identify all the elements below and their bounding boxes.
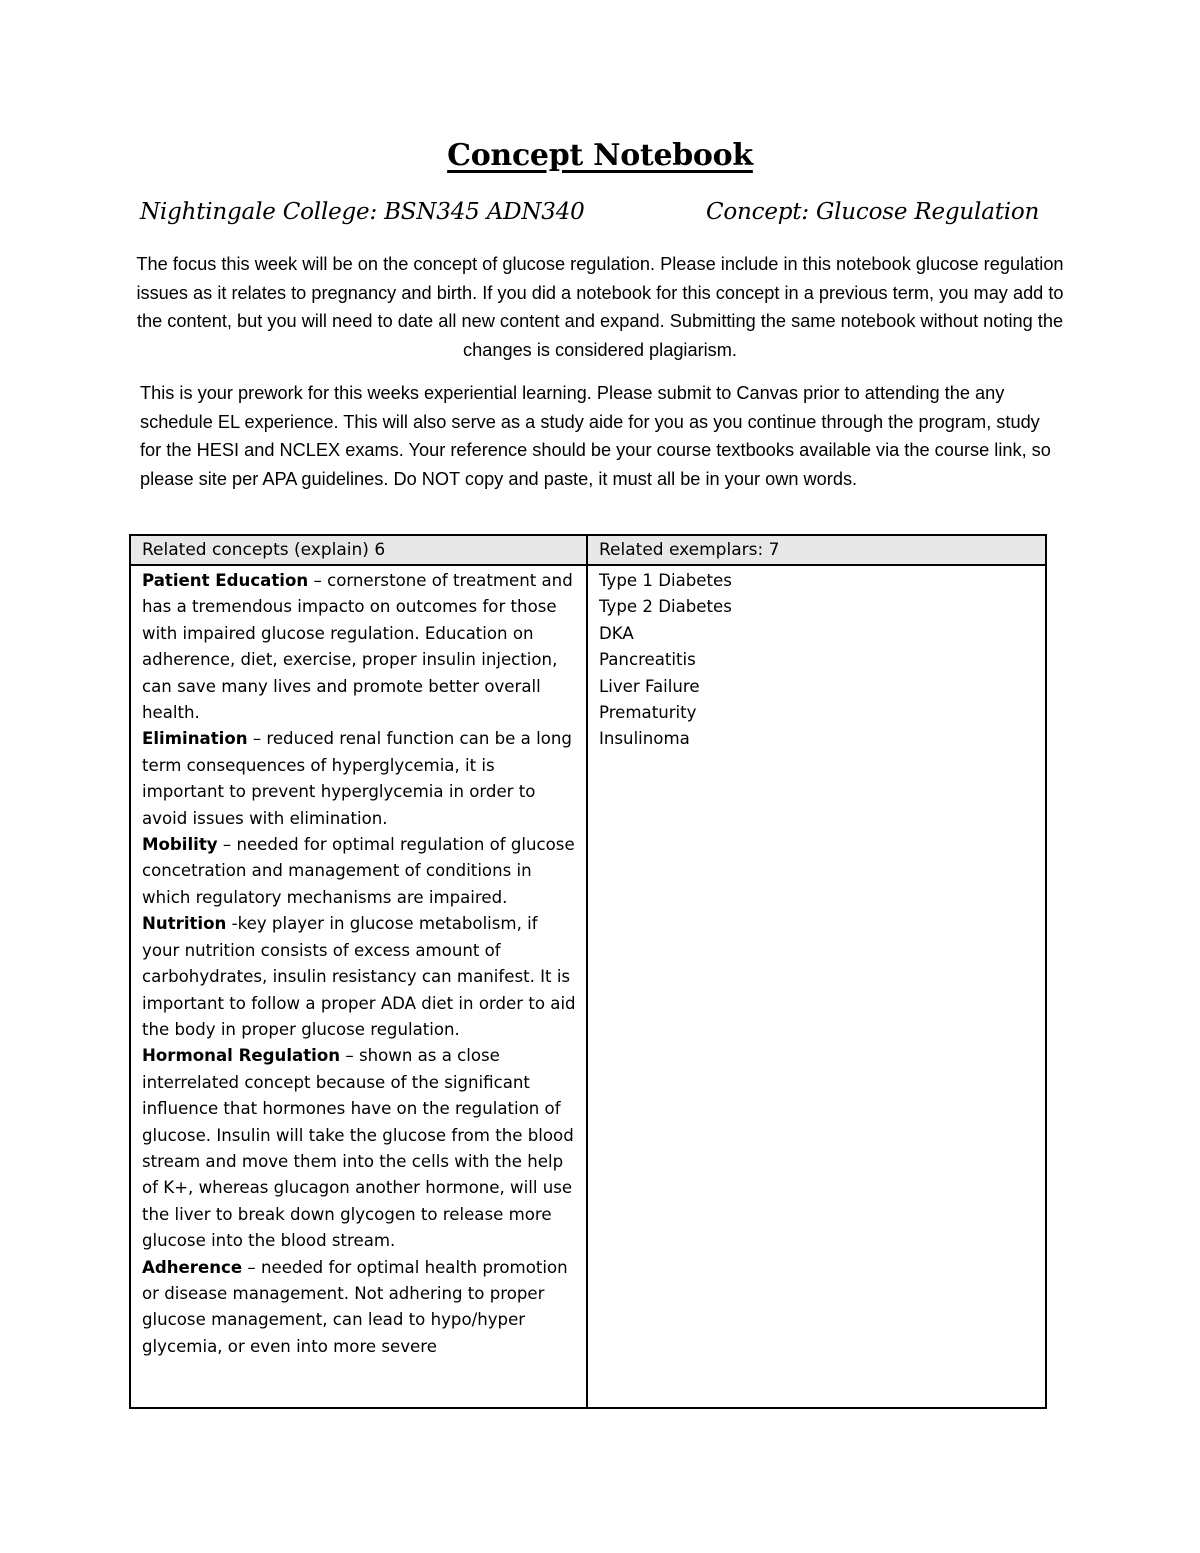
prework-paragraph: This is your prework for this weeks experiential learning. Please submit to Canvas prior to attending the any schedule EL experience. This will also serve as a study aide for you as you continue through the program, study for the HESI and NCLEX exams. Your reference should be your course textbooks available via the course link, so please site per APA guidelines. Do NOT copy and paste, it must all be in your own words. (140, 383, 1051, 489)
table-body-row (131, 566, 1045, 1407)
concept-text: – reduced renal function can be a long term consequences of hyperglycemia, it is important to prevent hyperglycemia in order to avoid issues with elimination. (142, 729, 572, 828)
related-concepts-header: Related concepts (explain) 6 (131, 536, 588, 564)
exemplar-item: Type 1 Diabetes (599, 571, 732, 590)
concept-term: Mobility (142, 835, 218, 855)
concept-item (142, 726, 580, 832)
exemplar-item: Type 2 Diabetes (599, 597, 732, 617)
intro-paragraph: The focus this week will be on the concept of glucose regulation. Please include in this notebook glucose regulation issues as it relates to pregnancy and birth. If you did a notebook for this concept in a previous term, you may add to the content, but you will need to date all new content and expand. Submitting the same notebook without noting the changes is considered plagiarism. (136, 254, 1064, 360)
exemplar-item: DKA (599, 623, 634, 643)
concept-term: Hormonal Regulation (142, 1046, 341, 1066)
concept-item (142, 1255, 580, 1361)
concept-label: Concept: Glucose Regulation (706, 199, 1040, 225)
concept-table (129, 534, 1047, 1409)
concept-term: Adherence (142, 1257, 243, 1277)
page-title: Concept Notebook (447, 138, 753, 173)
concept-text: – needed for optimal health promotion or disease management. Not adhering to proper glucose management, can lead to hypo/hyper glycemia, or even into more severe (142, 1257, 568, 1356)
concept-item (142, 911, 580, 1043)
exemplar-item: Prematurity (599, 703, 697, 723)
concept-item (142, 568, 580, 726)
college-course-label: Nightingale College: BSN345 ADN340 (140, 199, 585, 225)
related-exemplars-header: Related exemplars: 7 (599, 540, 780, 560)
exemplar-item: Liver Failure (599, 676, 700, 696)
concept-term: Elimination (142, 729, 248, 749)
concept-item (142, 832, 580, 911)
related-exemplars-cell (588, 566, 1045, 1407)
concept-item (142, 1043, 580, 1254)
concept-text: -key player in glucose metabolism, if your nutrition consists of excess amount of carbohydrates, insulin resistancy can manifest. It is important to follow a proper ADA diet in order to aid the body in proper glucose regulation. (142, 914, 576, 1039)
concept-text: – needed for optimal regulation of glucose concetration and management of conditions in which regulatory mechanisms are impaired. (142, 835, 575, 907)
exemplar-item: Pancreatitis (599, 650, 696, 670)
related-concepts-cell (131, 566, 588, 1407)
concept-text: – shown as a close interrelated concept because of the significant influence that hormones have on the regulation of glucose. Insulin will take the glucose from the blood stream and move them into the cells with the help of K+, whereas glucagon another hormone, will use the liver to break down glycogen to release more glucose into the blood stream. (142, 1046, 574, 1251)
concept-term: Patient Education (142, 571, 309, 590)
concept-text: – cornerstone of treatment and has a tremendous impacto on outcomes for those with impaired glucose regulation. Education on adherence, diet, exercise, proper insulin injection, can save many lives and promote better overall health. (142, 571, 573, 723)
exemplar-list (599, 568, 1039, 753)
exemplar-item: Insulinoma (599, 729, 690, 749)
concept-term: Nutrition (142, 914, 227, 934)
table-header-row (131, 536, 1045, 566)
